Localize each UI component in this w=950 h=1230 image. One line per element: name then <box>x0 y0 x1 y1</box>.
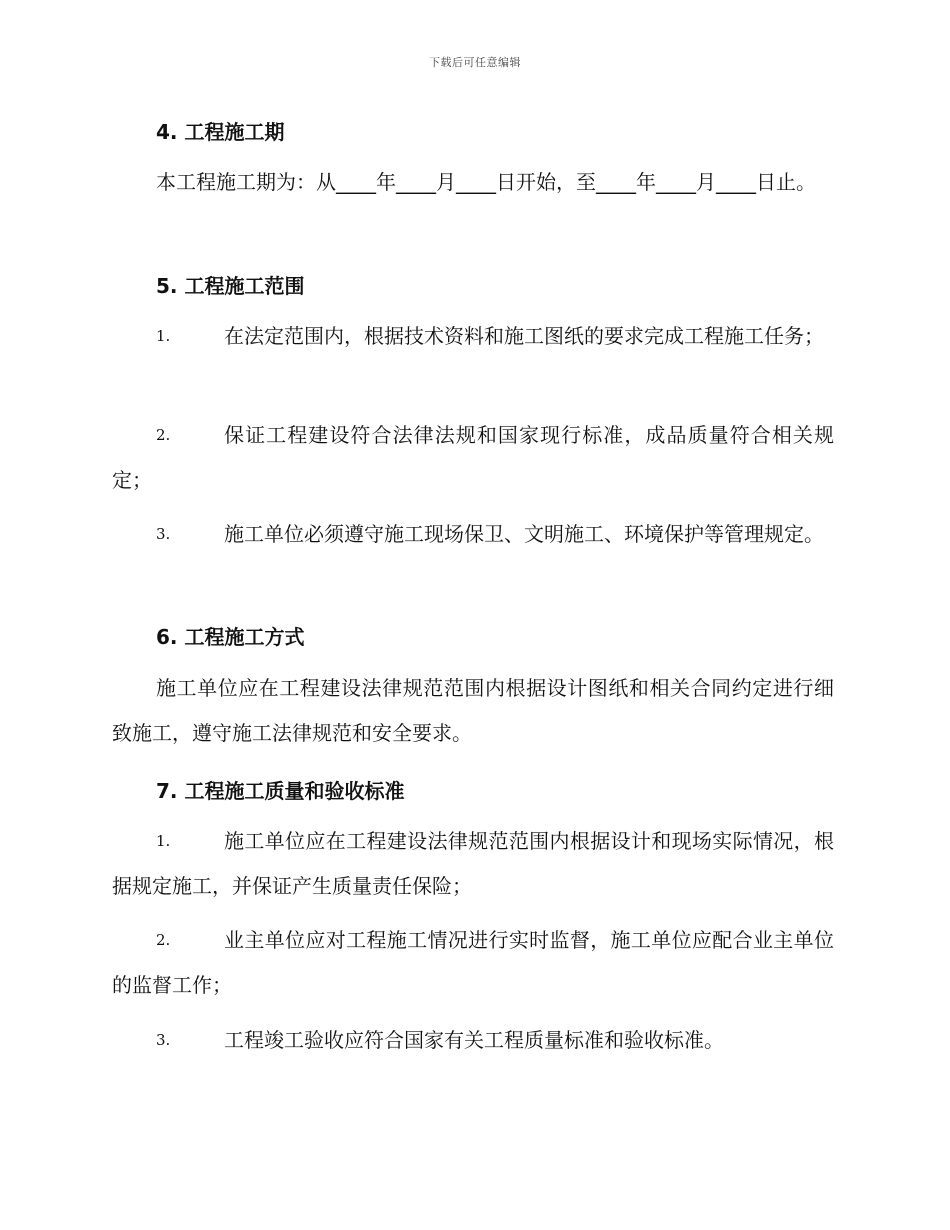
list-item <box>112 512 834 557</box>
list-item-text: 施工单位应在工程建设法律规范范围内根据设计和现场实际情况，根据规定施工，并保证产生质量责任保险； <box>112 829 834 898</box>
list-item <box>112 819 834 909</box>
list-item-text: 在法定范围内，根据技术资料和施工图纸的要求完成工程施工任务； <box>224 324 824 348</box>
list-item-number: 1. <box>156 832 171 850</box>
list-item <box>112 314 834 359</box>
list-item <box>112 918 834 1008</box>
list-item-text: 施工单位必须遵守施工现场保卫、文明施工、环境保护等管理规定。 <box>224 522 824 546</box>
section-heading: 6. 工程施工方式 <box>156 625 305 649</box>
list-item-number: 3. <box>156 1031 171 1049</box>
list-item <box>112 1018 834 1063</box>
list-item-number: 1. <box>156 327 171 345</box>
section-heading: 4. 工程施工期 <box>156 120 285 144</box>
list-item-text: 保证工程建设符合法律法规和国家现行标准，成品质量符合相关规定； <box>112 423 834 492</box>
list-item-number: 2. <box>156 426 171 444</box>
section-paragraph: 施工单位应在工程建设法律规范范围内根据设计图纸和相关合同约定进行细致施工，遵守施工法律规范和安全要求。 <box>112 676 834 745</box>
list-item-text: 工程竣工验收应符合国家有关工程质量标准和验收标准。 <box>224 1028 724 1052</box>
section-heading: 7. 工程施工质量和验收标准 <box>156 779 405 803</box>
list-item-number: 2. <box>156 931 171 949</box>
list-item-text: 业主单位应对工程施工情况进行实时监督，施工单位应配合业主单位的监督工作； <box>112 928 834 997</box>
page-header: 下载后可任意编辑 <box>429 56 521 69</box>
section-paragraph: 本工程施工期为：从____年____月____日开始，至____年____月____日止。 <box>156 170 816 194</box>
list-item <box>112 413 834 503</box>
list-item-number: 3. <box>156 525 171 543</box>
section-heading: 5. 工程施工范围 <box>156 274 305 298</box>
